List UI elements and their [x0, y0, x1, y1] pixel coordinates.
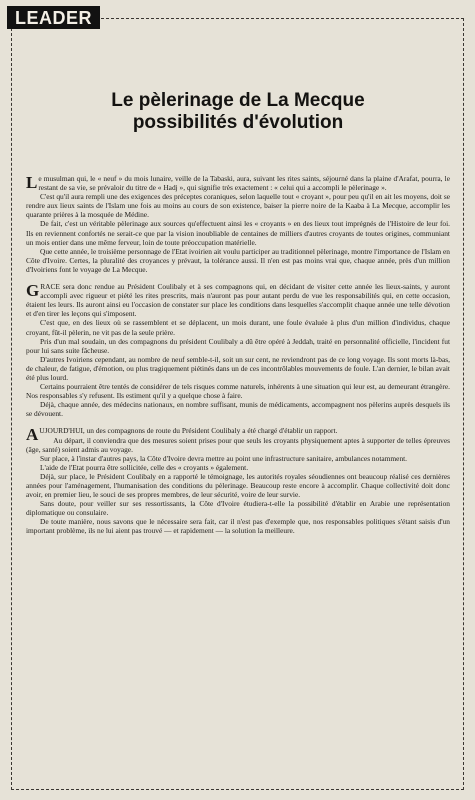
paragraph: Que cette année, le troisième personnage de l'Etat ivoirien ait voulu participer au traditionnel pèlerinage, montre l'importance de l'Islam en Côte d'Ivoire. Certes, la pluralité des croyances y prévaut, la tolérance aussi. Il n'en est pas moins vrai que, chaque année, près d'un million d'Ivoiriens font le voyage de La Mecque. — [26, 246, 450, 274]
dropcap: A — [26, 425, 39, 445]
masthead-leader: LEADER — [7, 6, 100, 29]
section-3 — [26, 426, 450, 535]
paragraph: De toute manière, nous savons que le nécessaire sera fait, car il n'est pas d'exemple que, nos responsables politiques s'étant saisis d'un important problème, ils ne lui aient pas trouvé — et rapidement — la solution la meilleure. — [26, 517, 450, 536]
article-body — [26, 174, 450, 536]
paragraph: D'autres Ivoiriens cependant, au nombre de neuf semble-t-il, soit un sur cent, ne reviendront pas de ce long voyage. Ils sont morts là-bas, de chaleur, de fatigue, d'émotion, ou plus tragiquement piétinés dans un de ces incontrôlables mouvements de foule. L'an dernier, le bilan avait été plus lourd. — [26, 354, 450, 382]
dropcap: L — [26, 173, 38, 192]
paragraph: AUJOURD'HUI, un des compagnons de route du Président Coulibaly a été chargé d'établir un rapport. — [26, 425, 338, 445]
paragraph: C'est qu'il aura rempli une des exigences des préceptes coraniques, selon laquelle tout « croyant », pour peu qu'il en ait les moyens, doit se rendre aux lieux saints de l'Islam une fois au moins au cours de son existence, baiser la pierre noire de la Kaaba à La Mecque, accomplir les quarante prières à la mosquée de Médine. — [26, 192, 450, 220]
article-title — [26, 90, 450, 134]
paragraph: Pris d'un mal soudain, un des compagnons du président Coulibaly a dû être opéré à Jeddah, traité en personnalité officielle, l'incident fut pour lui sans suite fâcheuse. — [26, 336, 450, 355]
section-1 — [26, 174, 450, 274]
paragraph: Le musulman qui, le « neuf » du mois lunaire, veille de la Tabaski, aura, suivant les rites saints, séjourné dans la plaine d'Arafat, pourra, le restant de sa vie, se prévaloir du titre de « Hadj », qui signifie très exactement : « celui qui a accompli le pèlerinage ». — [26, 173, 450, 193]
paragraph: Sans doute, pour veiller sur ses ressortissants, la Côte d'Ivoire étudiera-t-elle la possibilité d'établir en Arabie une représentation diplomatique ou consulaire. — [26, 499, 450, 518]
paragraph: C'est que, en des lieux où se rassemblent et se déplacent, un mois durant, une foule évaluée à plus d'un million d'individus, chaque croyant, fût-il pèlerin, ne vit pas de la seule prière. — [26, 318, 450, 337]
section-2 — [26, 282, 450, 418]
paragraph: Déjà, sur place, le Président Coulibaly en a rapporté le témoignage, les autorités royales séoudiennes ont beaucoup réalisé ces dernières années pour l'aménagement, l'humanisation des conditions du pèlerinage. Beaucoup reste encore à accomplir. Chaque collectivité doit donc avoir, en premier lieu, le souci de ses propres membres, de leur sécurité, voire de leur survie. — [26, 471, 450, 500]
title-line-1: Le pèlerinage de La Mecque — [111, 90, 365, 111]
paragraph: GRACE sera donc rendue au Président Coulibaly et à ses compagnons qui, en décidant de visiter cette année les lieux-saints, y auront accompli avec rigueur et piété les rites prescrits, mais n'auront pas pour autant perdu de vue les responsabilités qui, en cette occasion, étaient les leurs. Ils auront ainsi eu l'occasion de constater sur place les conditions dans lesquelles s'accomplit chaque année une telle dévotion et d'en tirer les leçons qui s'imposent. — [26, 281, 450, 319]
paragraph: De fait, c'est un véritable pèlerinage aux sources qu'effectuent ainsi les « croyants » en des lieux tout imprégnés de l'Histoire de leur foi. Ils en reviennent confortés ne serait-ce que par la vision inoubliable de centaines de milliers d'autres croyants de toutes origines, communiant un mois entier dans une même ferveur, loin de toute préoccupation matérielle. — [26, 219, 450, 247]
paragraph: Sur place, à l'instar d'autres pays, la Côte d'Ivoire devra mettre au point une infrastructure sanitaire, ambulances notamment. — [40, 453, 408, 463]
paragraph: Déjà, chaque année, des médecins nationaux, en nombre suffisant, munis de médicaments, accompagnent nos pèlerins auprès desquels ils se dévouent. — [26, 400, 450, 419]
article-content — [26, 28, 450, 536]
paragraph: Au départ, il conviendra que des mesures soient prises pour que seuls les croyants physiquement aptes à supporter de telles épreuves (âge, santé) soient admis au voyage. — [26, 435, 450, 454]
title-line-2: possibilités d'évolution — [132, 112, 344, 133]
paragraph: Certains pourraient être tentés de considérer de tels risques comme naturels, inhérents à une situation qui leur est, au demeurant étrangère. Nos responsables s'y refusent. Ils estiment qu'il y a quelque chose à faire. — [26, 382, 450, 401]
paragraph: L'aide de l'Etat pourra être sollicitée, celle des « croyants » également. — [40, 462, 249, 472]
dropcap: G — [26, 281, 40, 301]
